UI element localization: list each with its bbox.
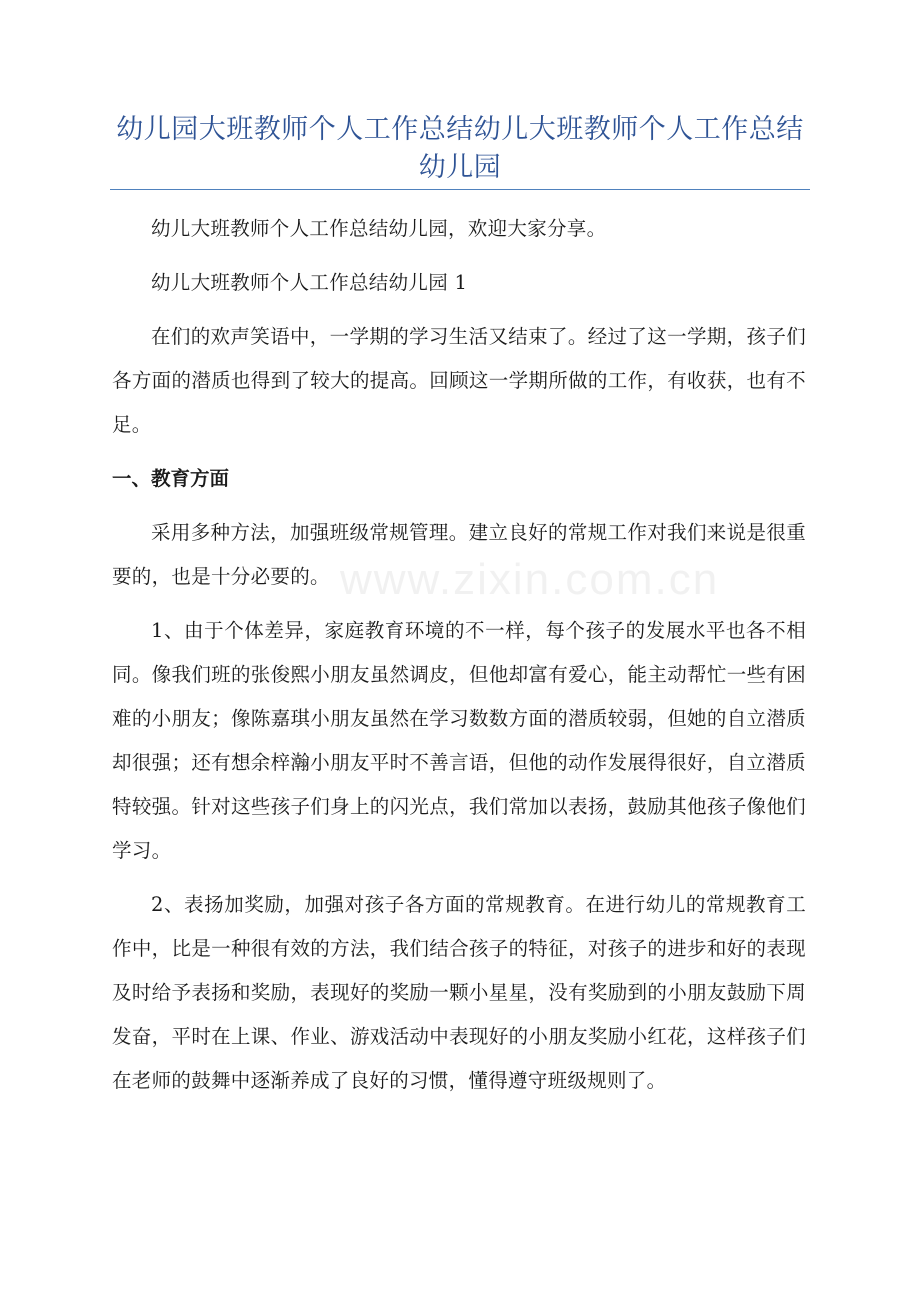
watermark: www.zixin.com.cn (340, 555, 720, 604)
document-body (112, 207, 806, 1103)
subtitle-paragraph: 幼儿大班教师个人工作总结幼儿园 1 (151, 271, 468, 294)
section-heading: 一、教育方面 (112, 467, 230, 490)
point-2-paragraph: 2、表扬加奖励，加强对孩子各方面的常规教育。在进行幼儿的常规教育工作中，比是一种很有效的方法，我们结合孩子的特征，对孩子的进步和好的表现及时给予表扬和奖励，表现好的奖励一颗小星星，没有奖励到的小朋友鼓励下周发奋，平时在上课、作业、游戏活动中表现好的小朋友奖励小红花，这样孩子们在老师的鼓舞中逐渐养成了良好的习惯，懂得遵守班级规则了。 (112, 893, 806, 1092)
intro-paragraph: 幼儿大班教师个人工作总结幼儿园，欢迎大家分享。 (151, 217, 607, 240)
title-divider (110, 189, 810, 190)
point-1-paragraph: 1、由于个体差异，家庭教育环境的不一样，每个孩子的发展水平也各不相同。像我们班的张俊熙小朋友虽然调皮，但他却富有爱心，能主动帮忙一些有困难的小朋友；像陈嘉琪小朋友虽然在学习数数方面的潜质较弱，但她的自立潜质却很强；还有想余梓瀚小朋友平时不善言语，但他的动作发展得很好，自立潜质特较强。针对这些孩子们身上的闪光点，我们常加以表扬，鼓励其他孩子像他们学习。 (112, 619, 806, 862)
method-paragraph: 采用多种方法，加强班级常规管理。建立良好的常规工作对我们来说是很重要的，也是十分必要的。 (112, 521, 806, 588)
summary-paragraph: 在们的欢声笑语中，一学期的学习生活又结束了。经过了这一学期，孩子们各方面的潜质也得到了较大的提高。回顾这一学期所做的工作，有收获，也有不足。 (112, 325, 806, 436)
document-title: 幼儿园大班教师个人工作总结幼儿大班教师个人工作总结幼儿园 (116, 114, 804, 183)
